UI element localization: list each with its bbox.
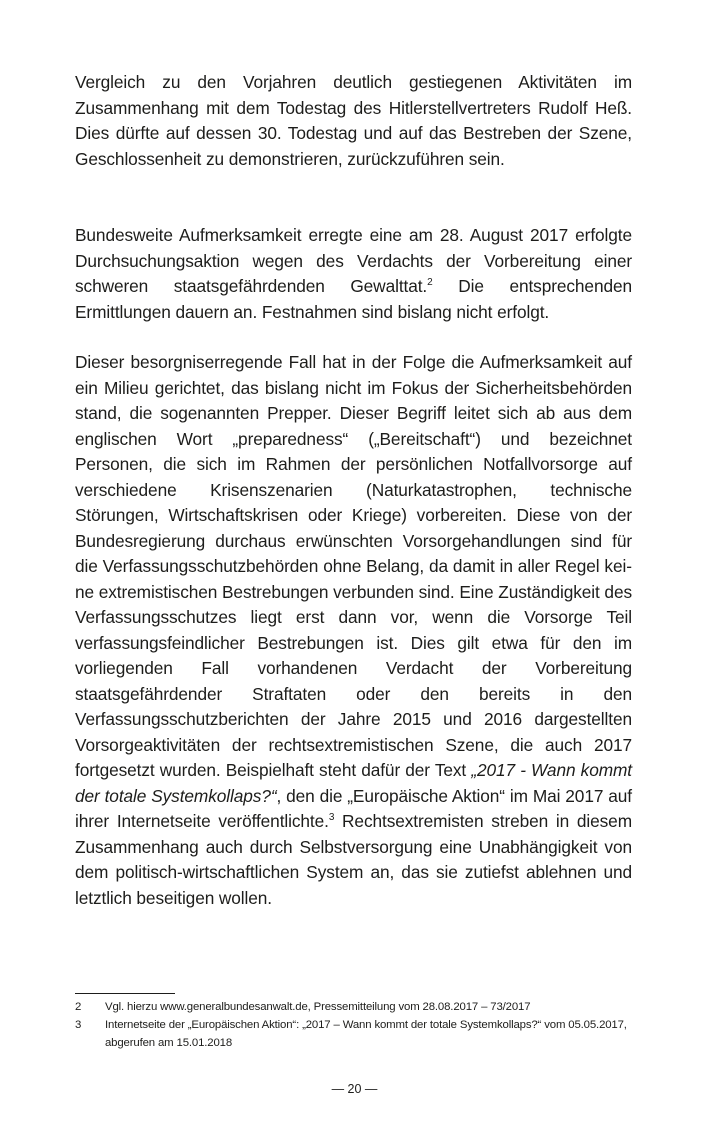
paragraph-3-mid: , den die „Europäische Aktion“ im Mai 2017 auf ihrer Internetseite veröffentlichte. (75, 785, 632, 831)
paragraph-3-tail: Rechtsextremisten streben in diesem Zusammenhang auch durch Selbstversorgung eine Unabhängigkeit von dem politisch-wirtschaftlichen System an, das sie zutiefst ablehnen und letztlich beseitigen wollen. (75, 811, 632, 908)
paragraph-2-tail: Die entsprechenden Ermittlungen dauern an. Festnahmen sind bislang nicht erfolgt. (75, 276, 632, 322)
footnote-text: Internetseite der „Europäischen Aktion“: „2017 – Wann kommt der totale Systemkollaps?“ vom 05.05.2017, abgerufen am 15.01.2018 (105, 1019, 627, 1049)
footnote-divider (75, 993, 175, 994)
footnote-item (75, 1016, 645, 1052)
footnote-ref-2[interactable]: 2 (427, 277, 433, 288)
page-number: — 20 — (331, 1082, 378, 1096)
footnote-number: 3 (75, 1019, 82, 1031)
footnote-item (75, 998, 645, 1016)
quoted-title: „2017 - Wann kommt der totale Systemkollaps?“ (75, 760, 632, 806)
body-paragraph-2 (75, 223, 632, 325)
body-paragraph-1 (75, 70, 632, 172)
footnotes (75, 998, 645, 1052)
paragraph-3-text: Dieser besorgniserregende Fall hat in der Folge die Aufmerksamkeit auf ein Milieu gerichtet, das bislang nicht im Fokus der Sicherheitsbehörden stand, die sogenannten Prepper. Dieser Begriff leitet sich ab aus dem englischen Wort „preparedness“ („Bereitschaft“) und bezeichnet Personen, die sich im Rahmen der persönlichen Notfallvorsorge auf verschiedene Krisenszenarien (Naturkatastrophen, technische Störungen, Wirtschaftskrisen oder Kriege) vorbereiten. Diese von der Bundesregierung durchaus erwünschten Vorsorgehandlungen sind für die Verfassungsschutzbehörden ohne Belang, da damit in aller Regel keine extremistischen Bestrebungen verbunden sind. Eine Zuständigkeit des Verfassungsschutzes liegt erst dann vor, wenn die Vorsorge Teil verfassungsfeindlicher Bestrebungen ist. Dies gilt etwa für den im vorliegenden Fall vorhandenen Verdacht der Vorbereitung staatsgefährdender Straftaten oder den bereits in den Verfassungsschutzberichten der Jahre 2015 und 2016 dargestellten Vorsorgeaktivitäten der rechtsextremistischen Szene, die auch 2017 fortgesetzt wurden. Beispielhaft steht dafür der Text (75, 352, 632, 780)
body-paragraph-3 (75, 350, 632, 911)
footnote-number: 2 (75, 1001, 82, 1013)
footnote-text: Vgl. hierzu www.generalbundesanwalt.de, Pressemitteilung vom 28.08.2017 – 73/2017 (105, 1001, 531, 1013)
paragraph-text: Vergleich zu den Vorjahren deutlich gestiegenen Aktivitäten im Zusammenhang mit dem Todestag des Hitlerstellvertreters Rudolf Heß. Dies dürfte auf dessen 30. Todestag und auf das Bestreben der Szene, Geschlossenheit zu demonstrieren, zurückzuführen sein. (75, 72, 632, 169)
paragraph-text (75, 223, 632, 325)
paragraph-text (75, 350, 632, 911)
paragraph-2-text: Bundesweite Aufmerksamkeit erregte eine am 28. August 2017 erfolgte Durchsuchungsaktion wegen des Verdachts der Vorbereitung einer schweren staatsgefährdenden Gewalttat. (75, 225, 632, 296)
footnote-ref-3[interactable]: 3 (328, 812, 335, 823)
